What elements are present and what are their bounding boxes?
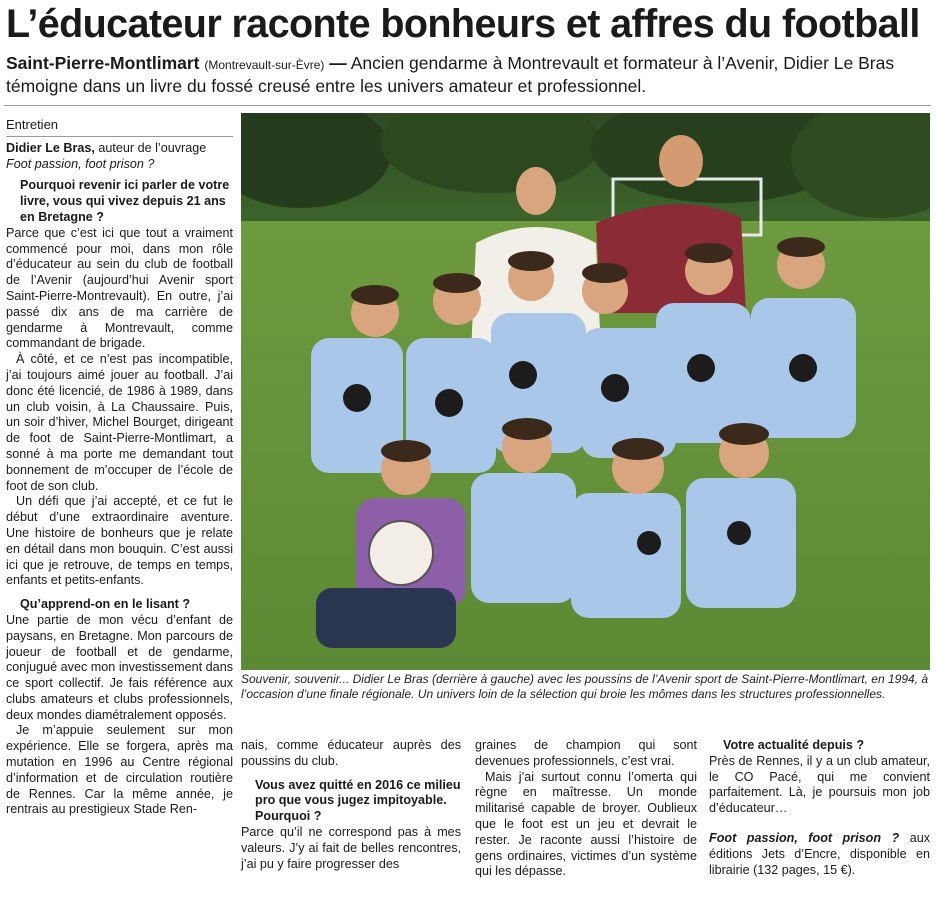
col3-text-1: graines de champion qui sont devenues professionnels, c’est vrai. [475,738,697,768]
author-name: Didier Le Bras, [6,140,95,155]
answer-1-p2: À côté, et ce n’est pas incompatible, j’ai toujours aimé jouer au football. J’ai donc été licencié, de 1986 à 1989, dans un club voisin, à La Chaussaire. Puis, un soir d’hiver, Michel Bourget, dirigeant de foot de Saint-Pierre-Montlimart, a sonné à ma porte me demandant tout bonnement de m’occuper de l’école de foot de son club. [6,352,233,493]
col2-text-1: nais, comme éducateur auprès des poussins du club. [241,738,461,768]
col4-book-info: aux éditions Jets d’Encre, disponible en librairie (132 pages, 15 €). [709,830,930,877]
col4-book-title: Foot passion, foot prison ? [709,830,900,845]
column-3 [475,738,697,880]
dateline-dash: — [329,53,347,73]
book-title: Foot passion, foot prison ? [6,156,155,171]
answer-2-p2: Je m’appuie seulement sur mon expérience. Elle se forgera, après ma mutation en 1996 au Centre régional d’information et de circulation routière de Rennes. Car la même année, je rentrais au prestigieux Stade Ren- [6,723,233,817]
question-1: Pourquoi revenir ici parler de votre livre, vous qui vivez depuis 21 ans en Bretagne ? [20,178,230,224]
headline-rule [4,105,931,106]
author-line [6,141,233,157]
answer-2-p1: Une partie de mon vécu d’enfant de paysans, en Bretagne. Mon parcours de joueur de football et de gendarme, conjugué avec mon investissement dans ce sport collectif. Je fais référence aux clubs amateurs et clubs professionnels, deux mondes diamétralement opposés. [6,612,233,722]
standfirst-text: Ancien gendarme à Montrevault et formateur à l’Avenir, Didier Le Bras témoigne dans un livre du fossé creusé entre les univers amateur et professionnel. [6,53,895,96]
col2-text-2: Parce qu’il ne correspond pas à mes valeurs. J’y ai fait de belles rencontres, j’ai pu y faire progresser des [241,824,461,871]
column-4 [709,738,930,878]
dateline-subplace: (Montrevault-sur-Èvre) [204,58,325,72]
question-4: Votre actualité depuis ? [723,738,865,752]
col4-text-1: Près de Rennes, il y a un club amateur, le CO Pacé, qui me convient parfaitement. Là, je poursuis mon job d’éducateur… [709,753,930,816]
left-column [6,116,233,818]
answer-1-p1: Parce que c’est ici que tout a vraiment commencé pour moi, dans mon rôle d’éducateur au sein du club de football de l’Avenir (aujourd’hui Avenir sport Saint-Pierre-Montrevault). En outre, j’ai passé dix ans de ma carrière de gendarme à Montrevault, comme commandant de brigade. [6,225,233,351]
author-role: auteur de l’ouvrage [94,140,207,155]
section-tag: Entretien [6,116,233,137]
answer-1-p3: Un défi que j’ai accepté, et ce fut le début d’une extraordinaire aventure. Une histoire de bonheurs que je relate en détail dans mon bouquin. C’est aussi ici que je retrouve, de temps en temps, enfants et petits-enfants. [6,494,233,588]
dateline-place: Saint-Pierre-Montlimart [6,53,200,73]
col3-text-2: Mais j’ai surtout connu l’omerta qui règne en maîtresse. Un monde militarisé capable de broyer. Oublieux que le foot est un jeu et devrait le rester. Je raconte aussi l’histoire de gens ordinaires, victimes d’un système qui les dépasse. [475,769,697,879]
col4-book-line [709,831,930,878]
question-2: Qu’apprend-on en le lisant ? [20,597,191,612]
column-2 [241,738,461,872]
headline: L’éducateur raconte bonheurs et affres du football [6,2,920,46]
team-photo [241,113,930,670]
photo-caption: Souvenir, souvenir... Didier Le Bras (derrière à gauche) avec les poussins de l’Avenir sport de Saint-Pierre-Montlimart, en 1994, à l’occasion d’une finale régionale. Un univers loin de la sélection qui broie les mômes dans les structures professionnelles. [241,672,929,701]
question-3: Vous avez quitté en 2016 ce milieu pro que vous jugez impitoyable. Pourquoi ? [255,777,461,824]
team-photo-illustration [241,113,930,670]
standfirst [6,53,926,97]
